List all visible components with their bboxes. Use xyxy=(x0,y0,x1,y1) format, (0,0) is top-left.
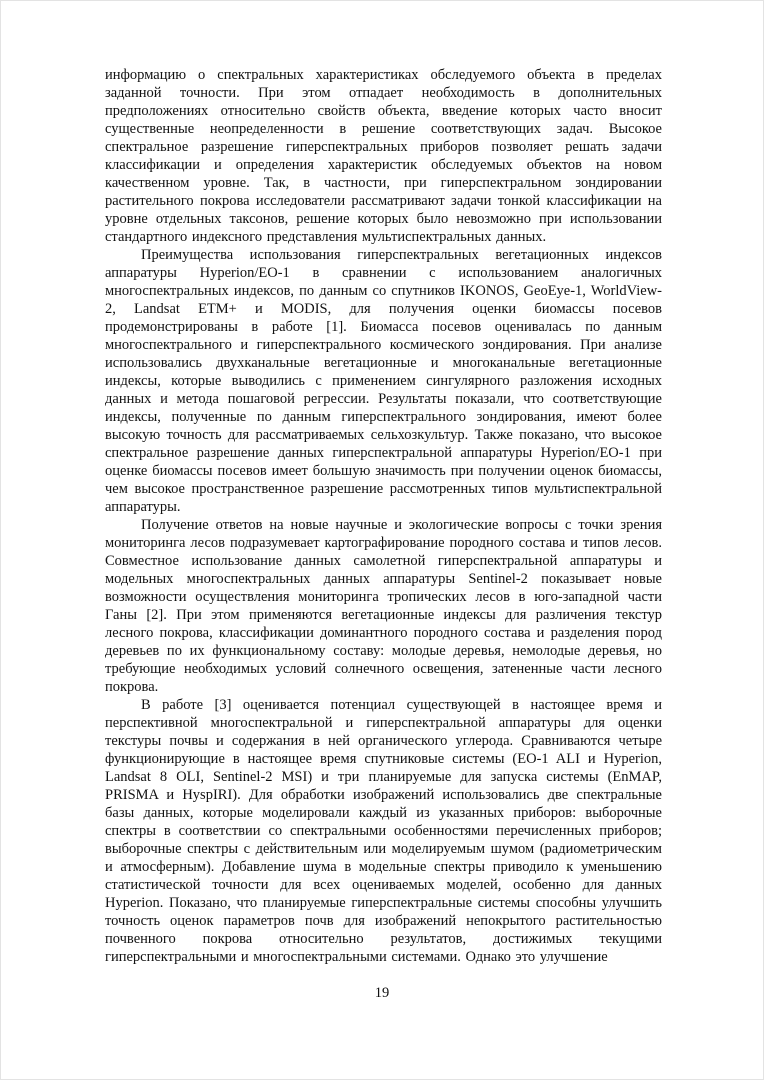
text-column xyxy=(105,66,662,966)
paragraph: В работе [3] оценивается потенциал существующей в настоящее время и перспективной многоспектральной и гиперспектральной аппаратуры для оценки текстуры почвы и содержания в ней органического углерода. Сравниваются четыре функционирующие в настоящее время спутниковые системы (EO-1 ALI и Hyperion, Landsat 8 OLI, Sentinel-2 MSI) и три планируемые для запуска системы (EnMAP, PRISMA и HyspIRI). Для обработки изображений использовались две спектральные базы данных, которые моделировали каждый из указанных приборов: выборочные спектры в соответствии со спектральными особенностями перечисленных приборов; выборочные спектры с действительным или моделируемым шумом (радиометрическим и атмосферным). Добавление шума в модельные спектры приводило к уменьшению статистической точности для всех оцениваемых моделей, особенно для данных Hyperion. Показано, что планируемые гиперспектральные системы способны улучшить точность оценок параметров почв для изображений непокрытого растительностью почвенного покрова относительно результатов, достижимых текущими гиперспектральными и многоспектральными системами. Однако это улучшение xyxy=(105,697,662,965)
paragraph: Преимущества использования гиперспектральных вегетационных индексов аппаратуры Hyperion/EO-1 в сравнении с использованием аналогичных многоспектральных индексов, по данным со спутников IKONOS, GeoEye-1, WorldView-2, Landsat ETM+ и MODIS, для получения оценки биомассы посевов продемонстрированы в работе [1]. Биомасса посевов оценивалась по данным многоспектрального и гиперспектрального космического зондирования. При анализе использовались двухканальные вегетационные и многоканальные вегетационные индексы, которые выводились с применением сингулярного разложения исходных данных и метода пошаговой регрессии. Результаты показали, что соответствующие индексы, полученные по данным гиперспектрального зондирования, имеют более высокую точность для рассматриваемых сельхозкультур. Также показано, что высокое спектральное разрешение данных гиперспектральной аппаратуры Hyperion/EO-1 при оценке биомассы посевов имеет большую значимость при получении оценок биомассы, чем высокое пространственное разрешение рассмотренных типов мультиспектральной аппаратуры. xyxy=(105,247,662,515)
paragraph: Получение ответов на новые научные и экологические вопросы с точки зрения мониторинга лесов подразумевает картографирование породного состава и типов лесов. Совместное использование данных самолетной гиперспектральной аппаратуры и модельных многоспектральных данных аппаратуры Sentinel-2 показывает новые возможности осуществления мониторинга тропических лесов в юго-западной части Ганы [2]. При этом применяются вегетационные индексы для различения текстур лесного покрова, классификации доминантного породного состава и разделения пород деревьев по их функциональному составу: молодые деревья, немолодые деревья, но требующие необходимых условий солнечного освещения, затененные части лесного покрова. xyxy=(105,517,662,695)
paragraph-continuation: информацию о спектральных характеристиках обследуемого объекта в пределах заданной точности. При этом отпадает необходимость в дополнительных предположениях относительно свойств объекта, введение которых часто вносит существенные неопределенности в решение соответствующих задач. Высокое спектральное разрешение гиперспектральных приборов позволяет решать задачи классификации и определения характеристик обследуемых объектов на новом качественном уровне. Так, в частности, при гиперспектральном зондировании растительного покрова исследователи рассматривают задачи тонкой классификации на уровне отдельных таксонов, решение которых было невозможно при использовании стандартного индексного представления мультиспектральных данных. xyxy=(105,67,662,245)
page-number: 19 xyxy=(374,985,390,1001)
